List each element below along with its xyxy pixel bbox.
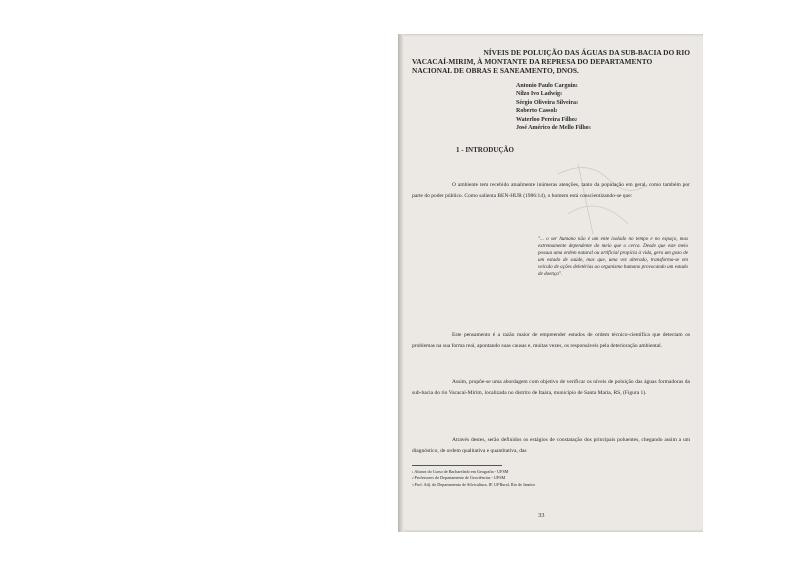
intro-paragraph: O ambiente tem recebido atualmente inúmeras atenções, tanto da população em geral, como também por parte do poder público. Como salienta BEN-HUR (1986:14), o homem está conscientizando-se que:: [412, 182, 690, 199]
footnotes: [412, 469, 535, 488]
title-line-1: NÍVEIS DE POLUIÇÃO DAS ÁGUAS DA SUB-BACIA DO RIO: [483, 48, 690, 57]
footnote: $^1$ Alunos do Curso de Bacharelado em Geografia - UFSM: [412, 469, 509, 474]
section-heading: 1 - INTRODUÇÃO: [456, 146, 514, 154]
paragraph-2: Este pensamento é a razão maior de empreender estudos de ordem técnico-científica que detectam os problemas na sua forma real, apontando suas causas e, muitas vezes, os responsáveis pela deterioração ambiental.: [412, 332, 690, 349]
footnote-rule: [412, 465, 502, 466]
author: Nilzo Ivo Ladwig$^1$: [516, 91, 563, 98]
footnote: $^3$ Prof. Adj. do Departamento de Silvicultura, IF, UFRural, Rio de Janeiro: [412, 481, 536, 487]
paragraph-3: Assim, propõe-se uma abordagem com objetivo de verificar os níveis de poluição das águas formadoras da sub-bacia do rio Vacacaí-Mirim, localizada no distrito de Itaára, município de Santa Maria, RS, (Figura 1).: [412, 379, 690, 396]
author: Waterloo Pereira Filho$^2$: [516, 116, 577, 123]
page-binding-shadow: [398, 34, 404, 532]
article-title: [412, 48, 690, 75]
document-page: [398, 34, 703, 532]
author: José Américo de Mello Filho$^3$: [516, 125, 591, 132]
author: Sérgio Oliveira Silveira$^1$: [516, 99, 578, 106]
title-line-2: VACACAÍ-MIRIM, À MONTANTE DA REPRESA DO DEPARTAMENTO: [412, 57, 653, 66]
block-quote: "... o ser humano não é um ente isolado no tempo e no espaço, mas extremamente dependente do meio que o cerca. Desde que este meio possua uma ordem natural ou artificial propícia à vida, gera um gozo de um estado de saúde, mas que, uma vez alterado, transforma-se em veículo de ações deletérias ao organismo humano provocando um estado de doença".: [538, 236, 688, 277]
author: Roberto Cassol$^2$: [516, 108, 558, 115]
paragraph-4: Através destes, serão definidos os estágios de constatação dos principais poluentes, chegando assim a um diagnóstico, de ordem qualitativa e quantitativa, das: [412, 437, 690, 454]
page-number: 33: [538, 512, 545, 519]
author-list: [516, 82, 591, 132]
footnote: $^2$ Professores do Departamento de Geociências - UFSM: [412, 475, 506, 481]
author: Antonio Paulo Cargnin$^1$: [516, 83, 578, 89]
title-line-3: NACIONAL DE OBRAS E SANEAMENTO, DNOS.: [412, 66, 579, 75]
